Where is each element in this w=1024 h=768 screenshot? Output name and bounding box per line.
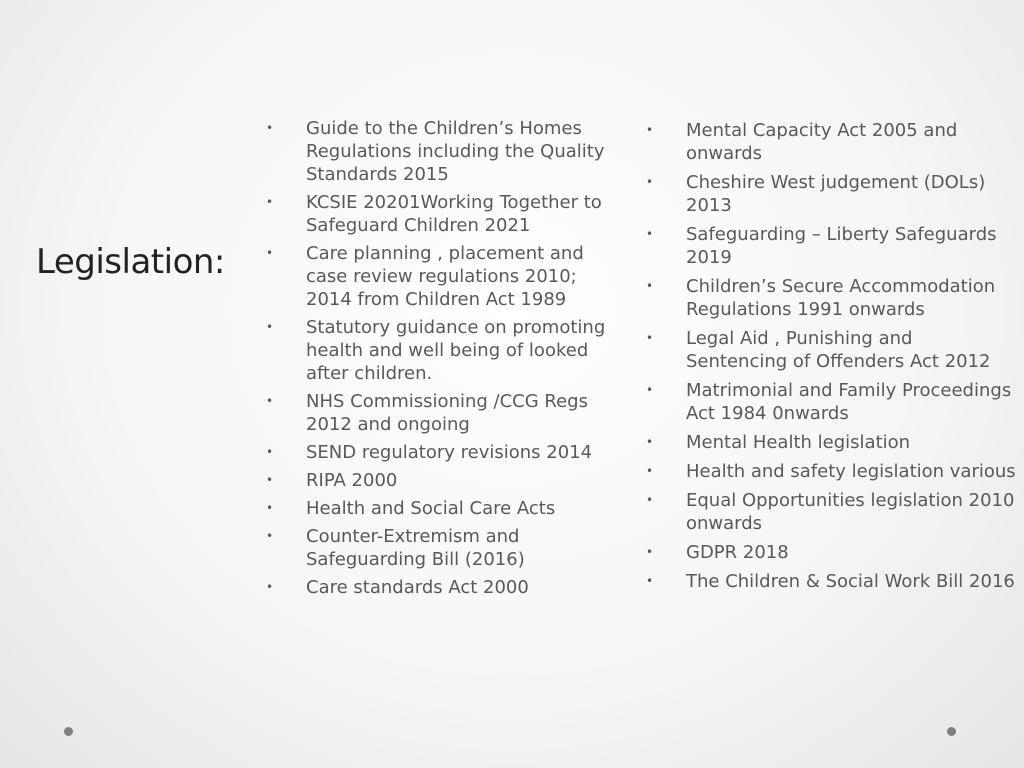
list-item — [264, 390, 626, 436]
list-item — [644, 541, 1016, 564]
list-item-text: Care planning , placement and case review regulations 2010; 2014 from Children Act 1989 — [306, 243, 584, 310]
bullet-icon: • — [266, 445, 274, 459]
bullet-icon: • — [266, 320, 274, 334]
list-item — [644, 460, 1016, 483]
list-item-text: Safeguarding – Liberty Safeguards 2019 — [686, 224, 997, 268]
list-item — [264, 576, 626, 599]
list-item — [264, 117, 626, 186]
bullet-icon: • — [646, 331, 654, 345]
bullet-icon: • — [266, 394, 274, 408]
bullet-icon: • — [266, 580, 274, 594]
list-item-text: The Children & Social Work Bill 2016 — [686, 571, 1015, 592]
bullet-icon: • — [646, 279, 654, 293]
list-item — [644, 275, 1016, 321]
list-item — [264, 469, 626, 492]
list-item — [644, 570, 1016, 593]
list-item-text: Health and safety legislation various — [686, 461, 1016, 482]
decorative-dot-left — [64, 727, 73, 736]
list-item-text: NHS Commissioning /CCG Regs 2012 and ongoing — [306, 391, 588, 435]
list-item-text: Matrimonial and Family Proceedings Act 1984 0nwards — [686, 380, 1012, 424]
list-item — [644, 119, 1016, 165]
bullet-icon: • — [266, 529, 274, 543]
bullet-icon: • — [266, 501, 274, 515]
list-item-text: RIPA 2000 — [306, 470, 398, 491]
list-item-text: Counter-Extremism and Safeguarding Bill (2016) — [306, 526, 525, 570]
list-item-text: Care standards Act 2000 — [306, 577, 529, 598]
list-item — [264, 497, 626, 520]
bullet-icon: • — [646, 545, 654, 559]
list-item — [644, 171, 1016, 217]
bullet-icon: • — [646, 227, 654, 241]
list-item-text: Mental Health legislation — [686, 432, 911, 453]
right-bullet-list — [644, 119, 1016, 599]
bullet-icon: • — [266, 473, 274, 487]
list-item — [264, 316, 626, 385]
bullet-icon: • — [646, 123, 654, 137]
left-bullet-list — [264, 117, 626, 604]
list-item-text: Equal Opportunities legislation 2010 onwards — [686, 490, 1015, 534]
list-item-text: Statutory guidance on promoting health and well being of looked after children. — [306, 317, 606, 384]
bullet-icon: • — [266, 121, 274, 135]
bullet-icon: • — [266, 246, 274, 260]
slide-title: Legislation: — [36, 242, 225, 282]
list-item — [644, 327, 1016, 373]
bullet-icon: • — [646, 493, 654, 507]
list-item-text: Guide to the Children’s Homes Regulations including the Quality Standards 2015 — [306, 118, 605, 185]
list-item-text: KCSIE 20201Working Together to Safeguard Children 2021 — [306, 192, 602, 236]
bullet-icon: • — [646, 383, 654, 397]
decorative-dot-right — [947, 727, 956, 736]
list-item — [264, 525, 626, 571]
list-item — [644, 489, 1016, 535]
bullet-icon: • — [646, 435, 654, 449]
bullet-icon: • — [646, 574, 654, 588]
list-item — [644, 431, 1016, 454]
list-item-text: Health and Social Care Acts — [306, 498, 556, 519]
bullet-icon: • — [266, 195, 274, 209]
list-item-text: SEND regulatory revisions 2014 — [306, 442, 593, 463]
bullet-icon: • — [646, 464, 654, 478]
list-item — [264, 441, 626, 464]
list-item-text: Cheshire West judgement (DOLs) 2013 — [686, 172, 986, 216]
list-item — [264, 191, 626, 237]
list-item-text: Children’s Secure Accommodation Regulations 1991 onwards — [686, 276, 996, 320]
bullet-icon: • — [646, 175, 654, 189]
list-item-text: Legal Aid , Punishing and Sentencing of Offenders Act 2012 — [686, 328, 991, 372]
list-item — [644, 379, 1016, 425]
list-item-text: Mental Capacity Act 2005 and onwards — [686, 120, 958, 164]
list-item — [264, 242, 626, 311]
list-item — [644, 223, 1016, 269]
list-item-text: GDPR 2018 — [686, 542, 789, 563]
